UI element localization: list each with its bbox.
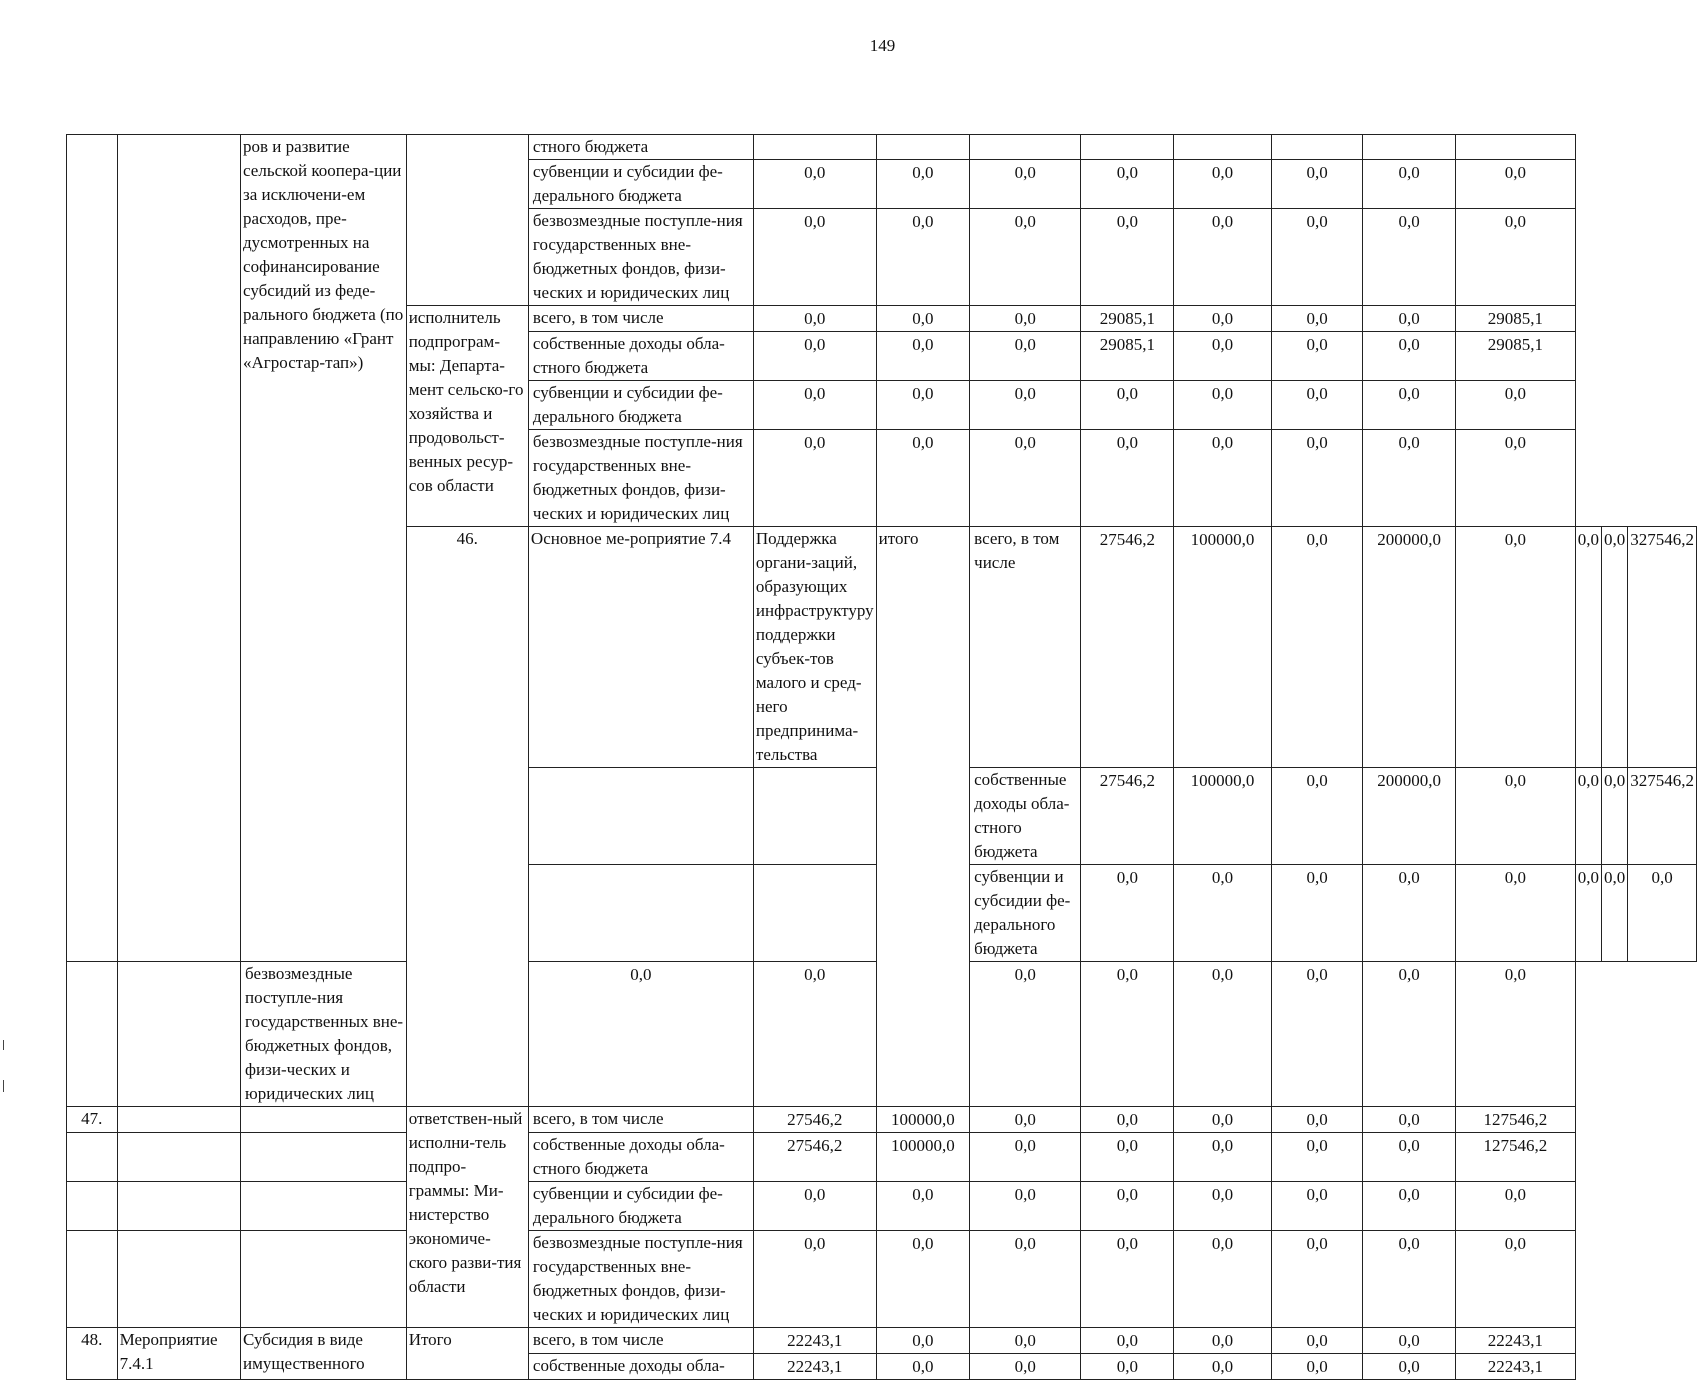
amount-cell: 0,0 [1081,1354,1174,1380]
measure-name-cell [241,1182,407,1231]
amount-cell: 0,0 [1174,1107,1272,1133]
amount-cell: 29085,1 [1081,332,1174,381]
measure-name-cell [241,1231,407,1328]
amount-cell: 29085,1 [1455,332,1575,381]
funding-source-cell: субвенции и субсидии фе-дерального бюджета [528,381,753,430]
funding-source-cell: всего, в том числе [970,527,1081,768]
amount-cell: 0,0 [1081,1133,1174,1182]
amount-cell: 0,0 [1271,1133,1363,1182]
amount-cell: 0,0 [1271,209,1363,306]
amount-cell: 0,0 [1271,160,1363,209]
amount-cell: 0,0 [1271,1354,1363,1380]
amount-cell: 0,0 [1271,1107,1363,1133]
amount-cell: 0,0 [1174,1182,1272,1231]
amount-cell: 29085,1 [1455,306,1575,332]
amount-cell: 0,0 [753,209,876,306]
amount-cell: 0,0 [1363,1182,1456,1231]
amount-cell: 0,0 [1363,865,1456,962]
amount-cell: 0,0 [1271,332,1363,381]
amount-cell: 0,0 [1455,160,1575,209]
amount-cell: 0,0 [1271,1328,1363,1354]
amount-cell: 0,0 [1575,865,1601,962]
amount-cell: 0,0 [1455,962,1575,1107]
amount-cell: 0,0 [1363,962,1456,1107]
amount-cell: 0,0 [1455,865,1575,962]
amount-cell: 0,0 [1455,1231,1575,1328]
amount-cell: 0,0 [876,381,970,430]
amount-cell: 0,0 [970,1107,1081,1133]
amount-cell: 0,0 [970,209,1081,306]
status-cell [117,135,240,962]
amount-cell: 0,0 [1271,1182,1363,1231]
amount-cell [1081,135,1174,160]
table-row [67,1182,1697,1231]
amount-cell: 0,0 [1174,160,1272,209]
funding-source-cell: безвозмездные поступле-ния государственных вне-бюджетных фондов, физи-ческих и юридических лиц [528,1231,753,1328]
amount-cell: 0,0 [1271,527,1363,768]
amount-cell: 0,0 [1174,381,1272,430]
amount-cell: 0,0 [753,1182,876,1231]
amount-cell: 22243,1 [1455,1354,1575,1380]
table-row [67,135,1697,160]
amount-cell: 0,0 [876,1354,970,1380]
amount-cell: 0,0 [1455,527,1575,768]
table-row [67,1328,1697,1354]
funding-source-cell: собственные доходы обла-стного бюджета [970,768,1081,865]
amount-cell: 0,0 [876,1231,970,1328]
funding-source-cell: всего, в том числе [528,306,753,332]
row-number-cell [67,1133,118,1182]
amount-cell: 0,0 [1081,430,1174,527]
amount-cell: 0,0 [1455,430,1575,527]
amount-cell: 0,0 [1363,1328,1456,1354]
measure-name-cell [241,1133,407,1182]
row-number-cell [67,1182,118,1231]
status-cell [117,1133,240,1182]
amount-cell: 0,0 [1271,430,1363,527]
amount-cell: 0,0 [970,1133,1081,1182]
status-cell: Основное ме-роприятие 7.4 [528,527,753,768]
amount-cell: 0,0 [876,1182,970,1231]
amount-cell [876,135,970,160]
amount-cell: 127546,2 [1455,1107,1575,1133]
amount-cell: 0,0 [1363,1354,1456,1380]
amount-cell: 0,0 [1081,209,1174,306]
amount-cell: 100000,0 [876,1107,970,1133]
amount-cell: 327546,2 [1628,768,1697,865]
amount-cell: 0,0 [1271,306,1363,332]
funding-source-cell: субвенции и субсидии фе-дерального бюджета [528,1182,753,1231]
amount-cell: 0,0 [1602,527,1628,768]
amount-cell: 0,0 [1271,865,1363,962]
amount-cell: 0,0 [1455,1182,1575,1231]
measure-name-cell: Поддержка органи-заций, образующих инфраструктуру поддержки субъек-тов малого и сред-него предпринима-тельства [753,527,876,768]
amount-cell: 0,0 [970,160,1081,209]
funding-source-cell: безвозмездные поступле-ния государственных вне-бюджетных фондов, физи-ческих и юридических лиц [241,962,407,1107]
margin-mark [3,1040,4,1050]
amount-cell: 0,0 [970,1231,1081,1328]
amount-cell: 0,0 [970,1354,1081,1380]
amount-cell: 27546,2 [1081,768,1174,865]
amount-cell: 0,0 [970,1182,1081,1231]
amount-cell: 0,0 [1081,962,1174,1107]
amount-cell: 0,0 [1363,381,1456,430]
amount-cell: 0,0 [528,962,753,1107]
amount-cell: 27546,2 [1081,527,1174,768]
amount-cell: 0,0 [970,306,1081,332]
amount-cell: 0,0 [753,962,876,1107]
row-number-cell: 48. [67,1328,118,1380]
amount-cell: 100000,0 [1174,768,1272,865]
amount-cell: 0,0 [970,1328,1081,1354]
amount-cell: 0,0 [753,306,876,332]
amount-cell: 0,0 [970,430,1081,527]
amount-cell: 0,0 [1174,430,1272,527]
executor-cell: итого [876,527,970,1107]
amount-cell: 100000,0 [1174,527,1272,768]
row-number-cell: 46. [406,527,528,1107]
amount-cell [970,135,1081,160]
status-cell [528,865,753,962]
amount-cell: 0,0 [1081,1231,1174,1328]
status-cell: Мероприятие 7.4.1 [117,1328,240,1380]
status-cell [117,1107,240,1133]
funding-source-cell: субвенции и субсидии фе-дерального бюджета [528,160,753,209]
status-cell [117,1231,240,1328]
amount-cell [1174,135,1272,160]
amount-cell: 0,0 [876,430,970,527]
amount-cell: 0,0 [1455,209,1575,306]
measure-name-cell [753,768,876,865]
amount-cell: 0,0 [1174,1231,1272,1328]
funding-source-cell: собственные доходы обла- [528,1354,753,1380]
amount-cell: 0,0 [1271,962,1363,1107]
status-cell [67,962,118,1107]
amount-cell: 27546,2 [753,1133,876,1182]
amount-cell: 0,0 [1081,1107,1174,1133]
measure-name-cell: ров и развитие сельской коопера-ции за исключени-ем расходов, пре-дусмотренных на софинансирование субсидий из феде-рального бюджета (по направлению «Грант «Агростар-тап») [241,135,407,962]
amount-cell: 0,0 [1081,160,1174,209]
amount-cell: 0,0 [1174,1354,1272,1380]
amount-cell: 0,0 [1363,332,1456,381]
amount-cell: 127546,2 [1455,1133,1575,1182]
executor-cell: исполнитель подпрограм-мы: Департа-мент сельско-го хозяйства и продовольст-венных ресур-сов области [406,306,528,527]
status-cell [528,768,753,865]
amount-cell: 27546,2 [753,1107,876,1133]
amount-cell: 0,0 [1575,527,1601,768]
executor-cell: Итого [406,1328,528,1380]
amount-cell: 0,0 [876,332,970,381]
amount-cell: 0,0 [1081,381,1174,430]
amount-cell: 0,0 [1363,430,1456,527]
amount-cell: 0,0 [1271,768,1363,865]
amount-cell [1271,135,1363,160]
funding-source-cell: стного бюджета [528,135,753,160]
amount-cell: 0,0 [1174,209,1272,306]
amount-cell: 0,0 [970,381,1081,430]
funding-source-cell: собственные доходы обла-стного бюджета [528,332,753,381]
amount-cell: 0,0 [1174,865,1272,962]
amount-cell: 0,0 [876,306,970,332]
amount-cell: 0,0 [753,160,876,209]
amount-cell: 0,0 [1174,1133,1272,1182]
funding-source-cell: субвенции и субсидии фе-дерального бюджета [970,865,1081,962]
table-row [67,1231,1697,1328]
amount-cell: 0,0 [1455,381,1575,430]
row-number-cell: 47. [67,1107,118,1133]
amount-cell: 0,0 [1363,160,1456,209]
amount-cell [753,135,876,160]
amount-cell: 0,0 [1174,1328,1272,1354]
funding-source-cell: всего, в том числе [528,1328,753,1354]
funding-source-cell: собственные доходы обла-стного бюджета [528,1133,753,1182]
budget-table [66,134,1697,1380]
page-number: 149 [869,36,896,55]
table-row [67,1133,1697,1182]
amount-cell: 0,0 [1081,1182,1174,1231]
funding-source-cell: безвозмездные поступле-ния государственных вне-бюджетных фондов, физи-ческих и юридических лиц [528,209,753,306]
measure-name-cell [241,1107,407,1133]
funding-source-cell: всего, в том числе [528,1107,753,1133]
amount-cell [1455,135,1575,160]
margin-mark [3,1080,4,1092]
amount-cell: 0,0 [1363,1231,1456,1328]
amount-cell: 0,0 [876,209,970,306]
measure-name-cell [753,865,876,962]
measure-name-cell [117,962,240,1107]
executor-cell: ответствен-ный исполни-тель подпро-граммы: Ми-нистерство экономиче-ского разви-тия области [406,1107,528,1328]
amount-cell: 0,0 [1628,865,1697,962]
amount-cell: 22243,1 [1455,1328,1575,1354]
amount-cell: 0,0 [1081,865,1174,962]
status-cell [117,1182,240,1231]
amount-cell: 0,0 [876,160,970,209]
amount-cell: 0,0 [1174,332,1272,381]
amount-cell: 0,0 [753,332,876,381]
amount-cell: 0,0 [1363,306,1456,332]
executor-cell [406,135,528,306]
amount-cell: 22243,1 [753,1354,876,1380]
table-row [67,1107,1697,1133]
amount-cell: 327546,2 [1628,527,1697,768]
amount-cell: 22243,1 [753,1328,876,1354]
amount-cell [1363,135,1456,160]
amount-cell: 0,0 [1363,1133,1456,1182]
measure-name-cell: Субсидия в виде имущественного [241,1328,407,1380]
amount-cell: 200000,0 [1363,768,1456,865]
amount-cell: 29085,1 [1081,306,1174,332]
amount-cell: 0,0 [1602,865,1628,962]
amount-cell: 0,0 [876,1328,970,1354]
amount-cell: 0,0 [753,430,876,527]
amount-cell: 0,0 [970,332,1081,381]
amount-cell: 200000,0 [1363,527,1456,768]
amount-cell: 0,0 [753,381,876,430]
amount-cell: 0,0 [1271,381,1363,430]
amount-cell: 0,0 [1271,1231,1363,1328]
amount-cell: 0,0 [1363,1107,1456,1133]
row-number-cell [67,1231,118,1328]
amount-cell: 0,0 [970,962,1081,1107]
amount-cell: 100000,0 [876,1133,970,1182]
funding-source-cell: безвозмездные поступле-ния государственных вне-бюджетных фондов, физи-ческих и юридических лиц [528,430,753,527]
amount-cell: 0,0 [1363,209,1456,306]
row-number-cell [67,135,118,962]
amount-cell: 0,0 [1602,768,1628,865]
amount-cell: 0,0 [1081,1328,1174,1354]
amount-cell: 0,0 [1455,768,1575,865]
amount-cell: 0,0 [1174,962,1272,1107]
amount-cell: 0,0 [1174,306,1272,332]
amount-cell: 0,0 [1575,768,1601,865]
amount-cell: 0,0 [753,1231,876,1328]
